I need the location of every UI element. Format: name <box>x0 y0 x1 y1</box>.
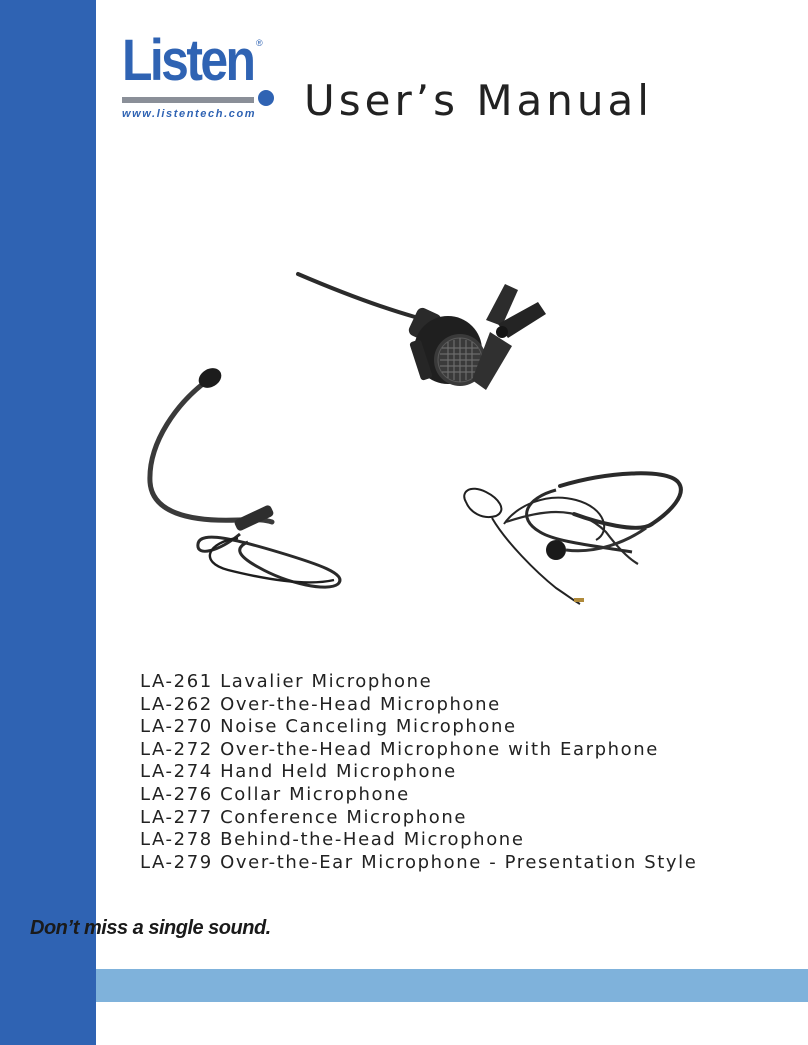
headset-microphone-photo <box>456 462 688 608</box>
product-list <box>140 671 780 874</box>
tagline: Don’t miss a single sound. <box>30 917 271 939</box>
product-item: LA-276 Collar Microphone <box>140 783 410 805</box>
clip-icon <box>472 284 546 390</box>
product-item: LA-279 Over-the-Ear Microphone - Presentation Style <box>140 851 698 873</box>
gooseneck-microphone-photo <box>138 362 350 594</box>
product-item: LA-274 Hand Held Microphone <box>140 761 457 783</box>
left-blue-sidebar <box>0 0 96 1045</box>
product-item: LA-270 Noise Canceling Microphone <box>140 716 517 738</box>
product-item: LA-262 Over-the-Head Microphone <box>140 693 501 715</box>
registered-mark: ® <box>256 38 263 48</box>
product-item: LA-278 Behind-the-Head Microphone <box>140 829 525 851</box>
product-item: LA-261 Lavalier Microphone <box>140 671 433 692</box>
gooseneck-arm <box>150 380 272 522</box>
listen-logo <box>120 26 280 122</box>
brand-url: www.listentech.com <box>122 108 257 120</box>
logo-wordmark: Listen <box>122 28 254 93</box>
bottom-light-blue-band <box>96 969 808 1002</box>
product-item: LA-277 Conference Microphone <box>140 806 468 828</box>
page-title: User’s Manual <box>304 76 653 126</box>
mini-plug <box>574 598 584 602</box>
lavalier-mic-body <box>407 306 486 386</box>
mic-cable <box>298 274 415 317</box>
logo-underline-bar <box>122 97 254 103</box>
boom-mic-windscreen <box>546 540 566 560</box>
product-item: LA-272 Over-the-Head Microphone with Earphone <box>140 738 659 760</box>
headset-cable-coil <box>464 489 501 517</box>
logo-dot <box>258 90 274 106</box>
